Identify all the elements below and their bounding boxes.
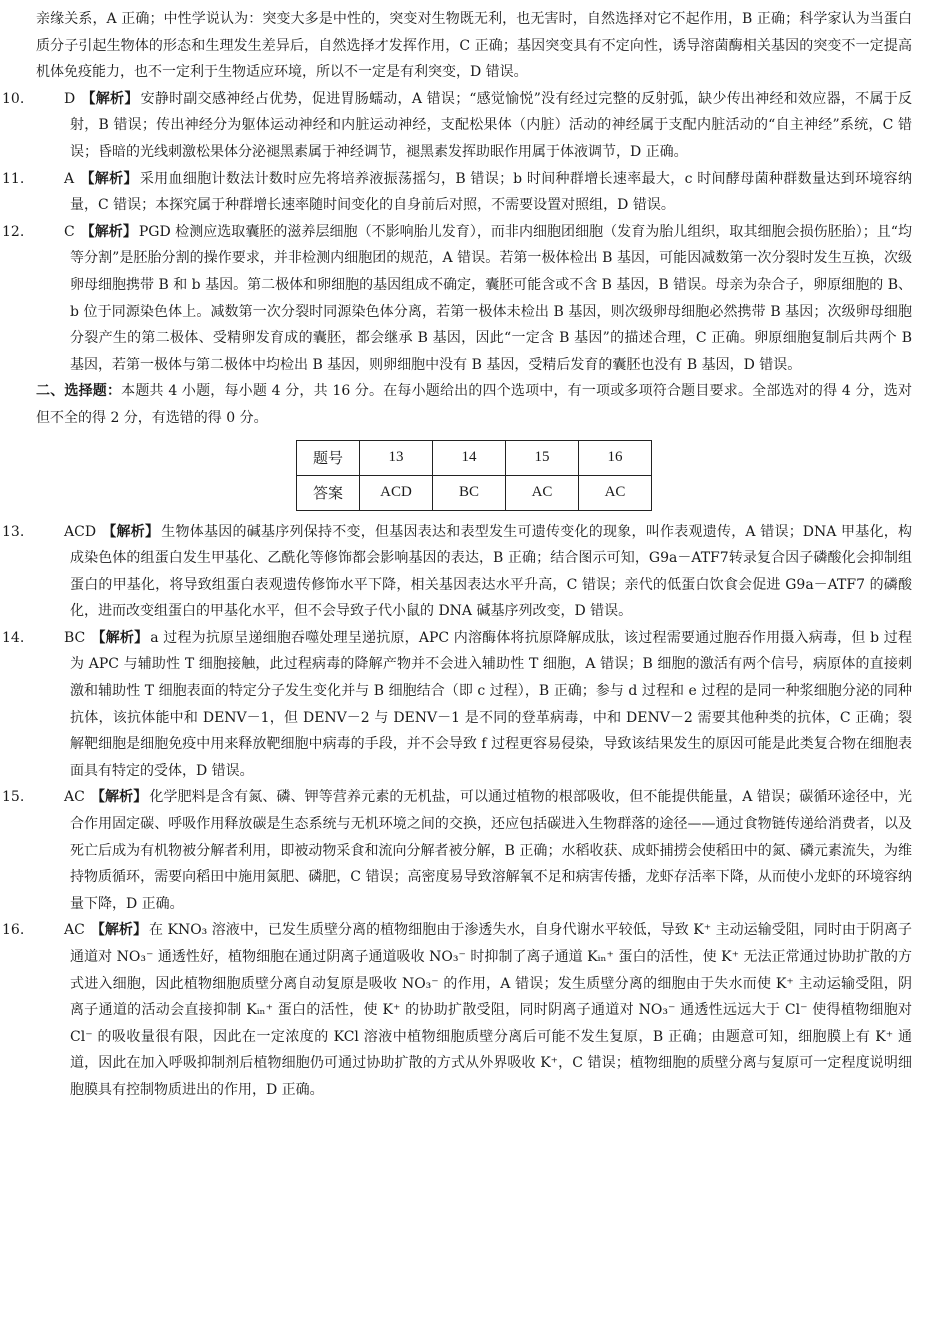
question-number: 12. bbox=[2, 223, 25, 240]
section-heading: 二、选择题： bbox=[36, 383, 122, 400]
q15-explanation bbox=[2, 784, 913, 917]
q14-explanation bbox=[2, 625, 912, 785]
question-answer: A bbox=[64, 170, 75, 187]
q13-explanation bbox=[2, 519, 913, 625]
analysis-tag: 【解析】 bbox=[90, 789, 148, 806]
question-answer: AC bbox=[64, 789, 85, 806]
question-answer: D bbox=[64, 90, 76, 107]
analysis-tag: 【解析】 bbox=[80, 170, 138, 187]
analysis-tag: 【解析】 bbox=[102, 523, 160, 540]
question-number: 10. bbox=[2, 90, 25, 107]
section-2-instructions bbox=[36, 378, 912, 431]
table-cell: BC bbox=[433, 475, 506, 510]
question-number: 11. bbox=[2, 170, 25, 187]
analysis-tag: 【解析】 bbox=[81, 90, 139, 107]
answer-table-answer-row bbox=[297, 475, 652, 510]
question-number: 16. bbox=[2, 922, 25, 939]
analysis-tag: 【解析】 bbox=[91, 629, 149, 646]
explanation-text: 在 KNO₃ 溶液中，已发生质壁分离的植物细胞由于渗透失水，自身代谢水平较低，导致 K⁺ 主动运输受阻，同时由于阴离子通道对 NO₃⁻ 通透性好，植物细胞在通过阴离子通道吸收 NO₃⁻ 时抑制了离子通道 Kᵢₙ⁺ 蛋白的活性，使 K⁺ 无法正常通过协助扩散的方式进入细胞，因此植物细胞质壁分离自动复原是吸收 NO₃⁻ 的作用，A 错误；发生质壁分离的细胞由于失水而使 K⁺ 主动运输受阻，阴离子通道的活动会直接抑制 Kᵢₙ⁺ 蛋白的活性，使 K⁺ 的协助扩散受阻，同时阴离子通道对 NO₃⁻ 通透性远远大于 Cl⁻ 使得植物细胞对 Cl⁻ 的吸收量很有限，因此在一定浓度的 KCl 溶液中植物细胞质壁分离后可能不发生复原，B 正确；由题意可知，细胞膜上有 K⁺ 通道，因此在加入呼吸抑制剂后植物细胞仍可通过协助扩散的方式从外界吸收 K⁺，C 错误；植物细胞的质壁分离与复原可一定程度说明细胞膜具有控制物质进出的作用，D 正确。 bbox=[70, 922, 912, 1098]
explanation-text: PGD 检测应选取囊胚的滋养层细胞（不影响胎儿发育），而非内细胞团细胞（发育为胎儿组织，取其细胞会损伤胚胎）；且“均等分割”是胚胎分割的操作要求，并非检测内细胞团的规范，A 错误。若第一极体检出 B 基因，可能因减数第一次分裂时发生互换，次级卵母细胞携带 B 和 b 基因。第二极体和卵细胞的基因组成不确定，囊胚可能含或不含 B 基因，B 错误。母亲为杂合子，卵原细胞的 B、b 位于同源染色体上。减数第一次分裂时同源染色体分离，若第一极体未检出 B 基因，则次级卵母细胞必然携带 B 基因；次级卵母细胞分裂产生的第二极体、受精卵发育成的囊胚，都会继承 B 基因，因此“一定含 B 基因”的描述合理，C 正确。卵原细胞复制后共两个 B 基因，若第一极体与第二极体中均检出 B 基因，则卵细胞中没有 B 基因，受精后发育的囊胚也没有 B 基因，D 错误。 bbox=[70, 223, 912, 373]
answer-key-page bbox=[2, 6, 913, 1104]
analysis-tag: 【解析】 bbox=[90, 922, 147, 939]
q11-explanation bbox=[2, 166, 913, 219]
table-cell: ACD bbox=[360, 475, 433, 510]
table-label: 题号 bbox=[297, 440, 360, 475]
question-answer: BC bbox=[64, 629, 86, 646]
question-number: 15. bbox=[2, 789, 25, 806]
answer-table-number-row bbox=[297, 440, 652, 475]
table-cell: AC bbox=[506, 475, 579, 510]
table-cell: 14 bbox=[433, 440, 506, 475]
explanation-text: 生物体基因的碱基序列保持不变，但基因表达和表型发生可遗传变化的现象，叫作表观遗传，A 错误；DNA 甲基化，构成染色体的组蛋白发生甲基化、乙酰化等修饰都会影响基因的表达，B 正确；结合图示可知，G9a－ATF7转录复合因子磷酸化会抑制组蛋白的甲基化，将导致组蛋白表观遗传修饰水平下降，相关基因表达水平升高，C 错误；亲代的低蛋白饮食会促进 G9a－ATF7 的磷酸化，进而改变组蛋白的甲基化水平，但不会导致子代小鼠的 DNA 碱基序列改变，D 错误。 bbox=[70, 523, 913, 620]
analysis-tag: 【解析】 bbox=[80, 223, 137, 240]
q9-explanation-tail: 亲缘关系，A 正确；中性学说认为：突变大多是中性的，突变对生物既无利，也无害时，自然选择对它不起作用，B 正确；科学家认为当蛋白质分子引起生物体的形态和生理发生差异后，自然选择才发挥作用，C 正确；基因突变具有不定向性，诱导溶菌酶相关基因的突变不一定提高机体免疫能力，也不一定利于生物适应环境，所以不一定是有利突变，D 错误。 bbox=[36, 11, 912, 81]
q10-explanation bbox=[2, 86, 913, 166]
answer-table bbox=[296, 440, 652, 511]
question-answer: AC bbox=[64, 922, 85, 939]
q12-explanation bbox=[2, 219, 912, 379]
explanation-text: 安静时副交感神经占优势，促进胃肠蠕动，A 错误；“感觉愉悦”没有经过完整的反射弧，缺少传出神经和效应器，不属于反射，B 错误；传出神经分为躯体运动神经和内脏运动神经，支配松果体（内脏）活动的神经属于支配内脏活动的“自主神经”系统，C 错误；昏暗的光线刺激松果体分泌褪黑素属于神经调节，褪黑素发挥助眠作用属于体液调节，D 正确。 bbox=[70, 90, 913, 160]
q16-explanation bbox=[2, 917, 912, 1103]
question-answer: C bbox=[64, 223, 75, 240]
table-cell: 15 bbox=[506, 440, 579, 475]
table-cell: 13 bbox=[360, 440, 433, 475]
explanation-text: a 过程为抗原呈递细胞吞噬处理呈递抗原，APC 内溶酶体将抗原降解成肽，该过程需要通过胞吞作用摄入病毒，但 b 过程为 APC 与辅助性 T 细胞接触，此过程病毒的降解产物并不会进入辅助性 T 细胞，A 错误；B 细胞的激活有两个信号，病原体的直接刺激和辅助性 T 细胞表面的特定分子发生变化并与 B 细胞结合（即 c 过程），B 正确；参与 d 过程和 e 过程的是同一种浆细胞分泌的同种抗体，该抗体能中和 DENV－1，但 DENV－2 与 DENV－1 是不同的登革病毒，中和 DENV－2 需要其他种类的抗体，C 正确；裂解靶细胞是细胞免疫中用来释放靶细胞中病毒的手段，并不会导致 f 过程更容易侵染，导致该结果发生的原因可能是此类复合物在细胞表面具有特定的受体，D 错误。 bbox=[70, 629, 912, 779]
question-number: 13. bbox=[2, 523, 25, 540]
explanation-text: 化学肥料是含有氮、磷、钾等营养元素的无机盐，可以通过植物的根部吸收，但不能提供能量，A 错误；碳循环途径中，光合作用固定碳、呼吸作用释放碳是生态系统与无机环境之间的交换，还应包括碳进入生物群落的途径——通过食物链传递给消费者，以及死亡后成为有机物被分解者利用，即被动物采食和流向分解者被分解，B 正确；水稻收获、成虾捕捞会使稻田中的氮、磷元素流失，为维持物质循环，需要向稻田中施用氮肥、磷肥，C 错误；高密度易导致溶解氧不足和病害传播，龙虾存活率下降，从而使小龙虾的环境容纳量下降，D 正确。 bbox=[70, 789, 913, 912]
table-cell: 16 bbox=[579, 440, 652, 475]
question-number: 14. bbox=[2, 629, 25, 646]
explanation-text: 采用血细胞计数法计数时应先将培养液振荡摇匀，B 错误；b 时间种群增长速率最大，c 时间酵母菌种群数量达到环境容纳量，C 错误；本探究属于种群增长速率随时间变化的自身前后对照，不需要设置对照组，D 错误。 bbox=[70, 170, 913, 214]
table-cell: AC bbox=[579, 475, 652, 510]
table-label: 答案 bbox=[297, 475, 360, 510]
section-text: 本题共 4 小题，每小题 4 分，共 16 分。在每小题给出的四个选项中，有一项或多项符合题目要求。全部选对的得 4 分，选对但不全的得 2 分，有选错的得 0 分。 bbox=[36, 383, 913, 426]
question-answer: ACD bbox=[64, 523, 97, 540]
